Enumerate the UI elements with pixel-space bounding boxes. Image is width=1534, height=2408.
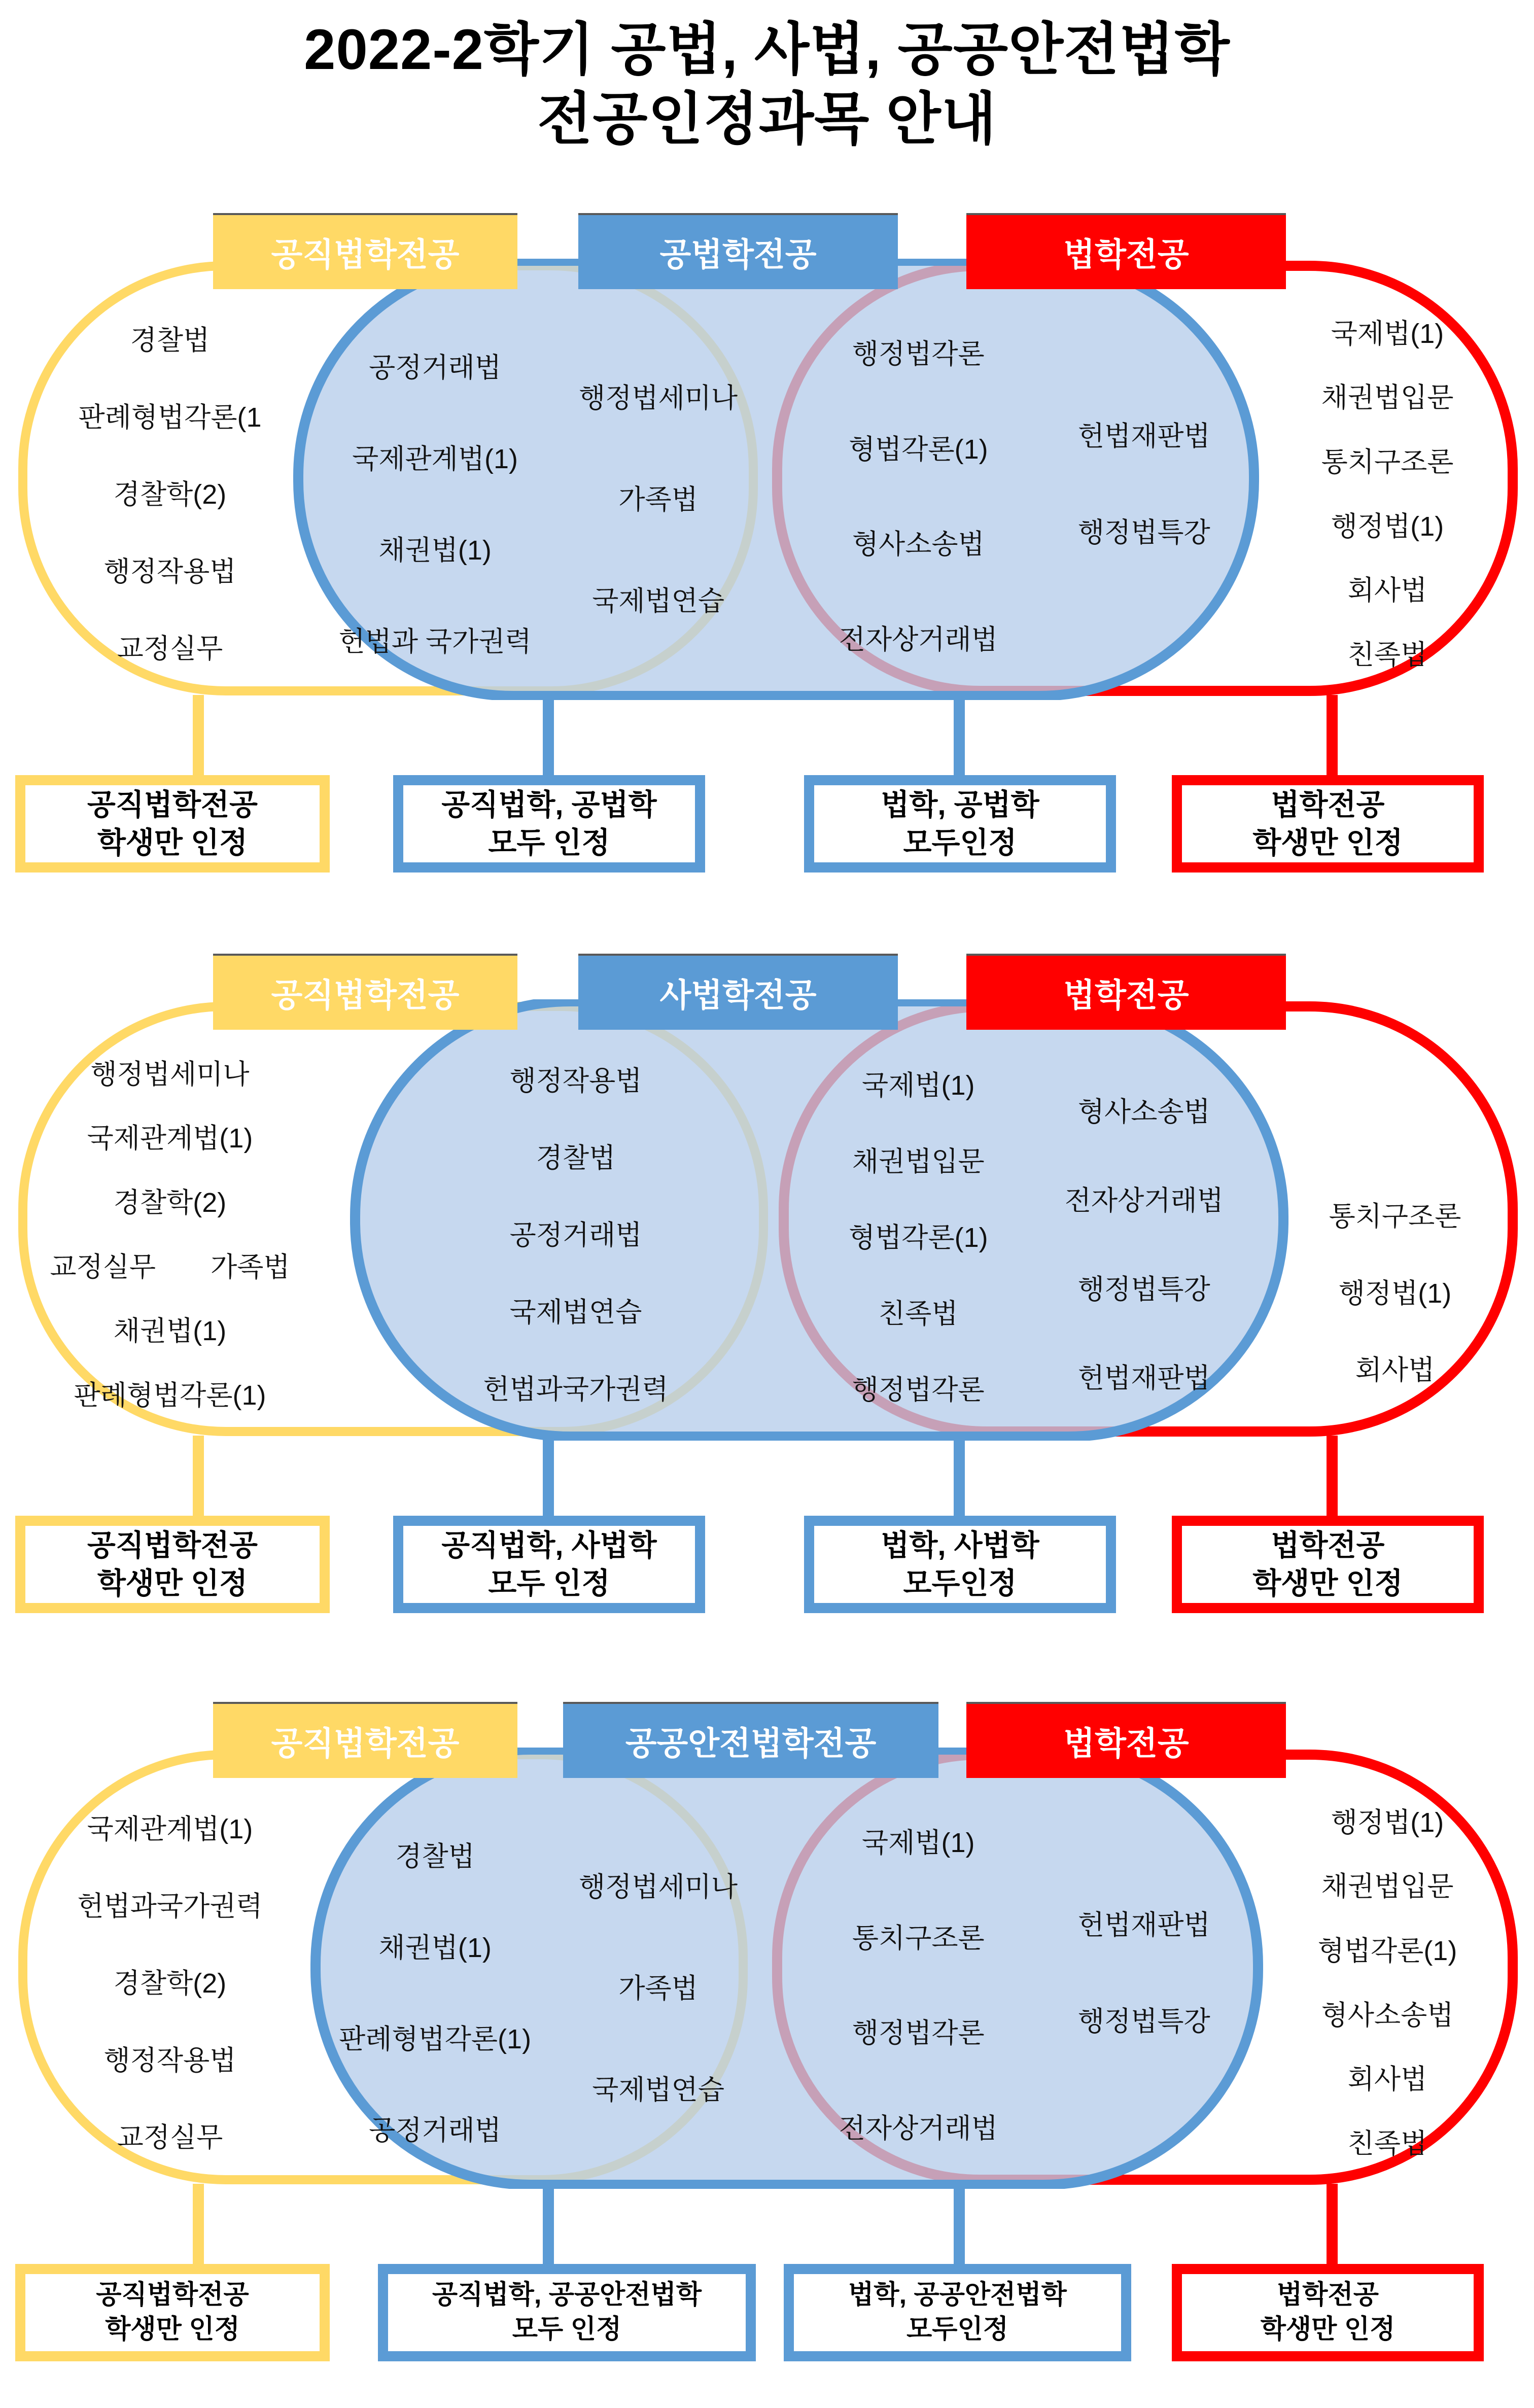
connector-line-blue [954, 2184, 965, 2267]
connector-line-blue [543, 695, 554, 779]
note-line: 모두인정 [903, 1567, 1017, 1600]
course-column [1040, 1788, 1248, 2174]
page-title [0, 15, 1534, 154]
course-item: 국제법연습 [509, 1297, 642, 1328]
course-item: 경찰법 [395, 1841, 475, 1872]
note-line: 공직법학, 사법학 [441, 1528, 657, 1562]
course-item: 채권법(1) [113, 1316, 227, 1347]
region-yellow-blue-overlap [315, 1788, 761, 2174]
course-item: 통치구조론 [1321, 447, 1454, 478]
connector-line-red [1327, 1436, 1338, 1519]
note-line: 모두인정 [907, 2315, 1008, 2344]
course-item: 교정실무 [117, 633, 223, 664]
bottom-note-yellow [15, 775, 330, 873]
bottom-note-blue-left [393, 1516, 705, 1613]
course-item: 헌법과국가권력 [77, 1891, 263, 1922]
note-line: 법학, 공공안전법학 [848, 2280, 1067, 2310]
course-column [555, 1788, 761, 2174]
major-header-gongjik: 공직법학전공 [213, 954, 517, 1030]
note-line: 법학전공 [1271, 788, 1385, 821]
course-item: 형법각론(1) [848, 1222, 988, 1253]
connector-line-blue [954, 1436, 965, 1519]
bottom-note-blue-right [804, 1516, 1116, 1613]
course-item: 채권법(1) [378, 535, 492, 566]
course-item: 국제법연습 [592, 2074, 725, 2105]
note-line: 학생만 인정 [97, 1567, 248, 1600]
region-yellow-only [23, 1040, 317, 1425]
course-item: 행정법각론 [852, 339, 985, 370]
note-line: 모두 인정 [512, 2315, 622, 2344]
course-item: 국제법(1) [1331, 318, 1444, 349]
major-header-gongjik: 공직법학전공 [213, 1702, 517, 1778]
course-item: 친족법 [879, 1298, 958, 1329]
region-red-only [1278, 1040, 1512, 1425]
major-header-gongbeop: 공법학전공 [578, 213, 898, 289]
note-line: 모두 인정 [488, 1567, 610, 1600]
course-item: 행정법(1) [1331, 1807, 1444, 1838]
course-column [315, 1788, 555, 2174]
course-item: 교정실무 [117, 2122, 223, 2153]
note-line: 공직법학전공 [87, 788, 258, 821]
note-line: 공직법학전공 [87, 1528, 258, 1562]
course-item: 회사법 [1347, 575, 1427, 606]
course-column [796, 299, 1040, 685]
course-item: 형법각론(1) [1317, 1936, 1457, 1967]
connector-line-blue [543, 1436, 554, 1519]
bottom-note-blue-left [393, 775, 705, 873]
connector-line-yellow [193, 2184, 204, 2267]
course-item: 형사소송법 [852, 529, 985, 560]
note-line: 공직법학전공 [96, 2280, 249, 2310]
course-item: 친족법 [1347, 2128, 1427, 2159]
course-item: 공정거래법 [369, 2115, 501, 2146]
course-item: 형사소송법 [1321, 2000, 1454, 2031]
course-item: 통치구조론 [1329, 1201, 1461, 1232]
region-yellow-blue-overlap [386, 1040, 766, 1425]
connector-line-red [1327, 2184, 1338, 2267]
course-item: 경찰학(2) [113, 479, 227, 510]
course-item: 판례형법각론(1 [78, 402, 262, 433]
major-header-sabeop: 사법학전공 [578, 954, 898, 1030]
bottom-note-yellow [15, 1516, 330, 1613]
note-line: 법학전공 [1271, 1528, 1385, 1562]
course-item: 국제관계법(1) [352, 443, 518, 474]
region-blue-red-overlap [796, 1040, 1248, 1425]
course-column [555, 299, 761, 685]
course-item: 회사법 [1355, 1355, 1435, 1386]
major-header-beophak: 법학전공 [966, 213, 1286, 289]
region-blue-red-overlap [796, 299, 1248, 685]
course-column [1040, 1040, 1248, 1425]
bottom-note-red [1172, 2264, 1484, 2361]
course-item: 행정법특강 [1077, 517, 1210, 548]
course-item: 판례형법각론(1) [74, 1380, 266, 1411]
course-item: 교정실무 가족법 [50, 1251, 290, 1282]
course-item: 경찰법 [130, 325, 210, 356]
course-item: 행정작용법 [103, 556, 236, 587]
course-item: 행정작용법 [509, 1065, 642, 1096]
region-yellow-only [23, 299, 317, 685]
region-blue-red-overlap [796, 1788, 1248, 2174]
note-line: 학생만 인정 [97, 826, 248, 859]
course-item: 전자상거래법 [839, 2113, 998, 2144]
note-line: 법학, 사법학 [881, 1528, 1039, 1562]
course-item: 행정법각론 [852, 2018, 985, 2049]
bottom-note-blue-right [804, 775, 1116, 873]
region-yellow-blue-overlap [315, 299, 761, 685]
course-item: 경찰학(2) [113, 1968, 227, 1999]
course-item: 형사소송법 [1077, 1097, 1210, 1127]
note-line: 모두인정 [903, 826, 1017, 859]
course-item: 형법각론(1) [848, 434, 988, 465]
course-item: 공정거래법 [369, 352, 501, 383]
course-item: 가족법 [618, 1973, 698, 2004]
course-item: 전자상거래법 [1064, 1185, 1224, 1216]
bottom-note-blue-right [784, 2264, 1131, 2361]
course-item: 회사법 [1347, 2064, 1427, 2095]
region-red-only [1263, 299, 1512, 685]
course-item: 공정거래법 [509, 1219, 642, 1250]
note-line: 공직법학, 공법학 [441, 788, 657, 821]
region-yellow-only [23, 1788, 317, 2174]
course-item: 국제법연습 [592, 585, 725, 616]
course-item: 국제법(1) [862, 1070, 975, 1101]
course-item: 행정법세미나 [90, 1059, 250, 1090]
bottom-note-red [1172, 1516, 1484, 1613]
course-item: 경찰법 [536, 1142, 616, 1173]
course-item: 행정법특강 [1077, 1274, 1210, 1305]
course-column [796, 1040, 1040, 1425]
note-line: 법학전공 [1277, 2280, 1379, 2310]
course-item: 헌법재판법 [1077, 421, 1210, 451]
bottom-note-yellow [15, 2264, 330, 2361]
note-line: 학생만 인정 [1252, 1567, 1403, 1600]
connector-line-yellow [193, 695, 204, 779]
course-item: 전자상거래법 [839, 624, 998, 655]
course-column [796, 1788, 1040, 2174]
bottom-note-blue-left [378, 2264, 756, 2361]
course-item: 경찰학(2) [113, 1188, 227, 1218]
course-item: 헌법과 국가권력 [338, 626, 532, 657]
course-item: 헌법과국가권력 [483, 1374, 669, 1405]
course-item: 채권법입문 [1321, 382, 1454, 413]
venn-section-private-law [0, 954, 1534, 1613]
course-item: 국제법(1) [862, 1828, 975, 1859]
course-item: 채권법입문 [1321, 1871, 1454, 1902]
course-item: 통치구조론 [852, 1923, 985, 1953]
course-item: 헌법재판법 [1077, 1909, 1210, 1940]
course-item: 행정법(1) [1331, 511, 1444, 542]
note-line: 학생만 인정 [1260, 2315, 1396, 2344]
course-item: 행정법세미나 [579, 1871, 738, 1902]
connector-line-red [1327, 695, 1338, 779]
course-column [386, 1040, 766, 1425]
connector-line-yellow [193, 1436, 204, 1519]
course-item: 행정법특강 [1077, 2006, 1210, 2037]
note-line: 공직법학, 공공안전법학 [432, 2280, 702, 2310]
course-item: 행정법각론 [852, 1374, 985, 1405]
course-item: 친족법 [1347, 640, 1427, 671]
course-item: 채권법(1) [378, 1932, 492, 1963]
note-line: 학생만 인정 [1252, 826, 1403, 859]
course-item: 행정법(1) [1338, 1278, 1452, 1309]
major-header-beophak: 법학전공 [966, 1702, 1286, 1778]
course-column [315, 299, 555, 685]
note-line: 법학, 공법학 [881, 788, 1039, 821]
region-red-only [1263, 1788, 1512, 2174]
course-item: 헌법재판법 [1077, 1363, 1210, 1393]
course-item: 국제관계법(1) [87, 1813, 253, 1844]
course-item: 행정법세미나 [579, 382, 738, 413]
page-title-line1: 2022-2학기 공법, 사법, 공공안전법학 [304, 18, 1230, 81]
major-header-beophak: 법학전공 [966, 954, 1286, 1030]
bottom-note-red [1172, 775, 1484, 873]
note-line: 학생만 인정 [105, 2315, 240, 2344]
connector-line-blue [954, 695, 965, 779]
course-item: 판례형법각론(1) [339, 2023, 532, 2054]
course-item: 국제관계법(1) [87, 1123, 253, 1154]
connector-line-blue [543, 2184, 554, 2267]
major-header-public-safety: 공공안전법학전공 [563, 1702, 938, 1778]
course-column [1040, 299, 1248, 685]
course-item: 행정작용법 [103, 2045, 236, 2076]
course-item: 가족법 [618, 484, 698, 515]
page-title-line2: 전공인정과목 안내 [537, 87, 997, 151]
major-header-gongjik: 공직법학전공 [213, 213, 517, 289]
venn-section-public-safety-law [0, 1702, 1534, 2361]
course-item: 채권법입문 [852, 1146, 985, 1177]
note-line: 모두 인정 [488, 826, 610, 859]
venn-section-public-law [0, 213, 1534, 873]
